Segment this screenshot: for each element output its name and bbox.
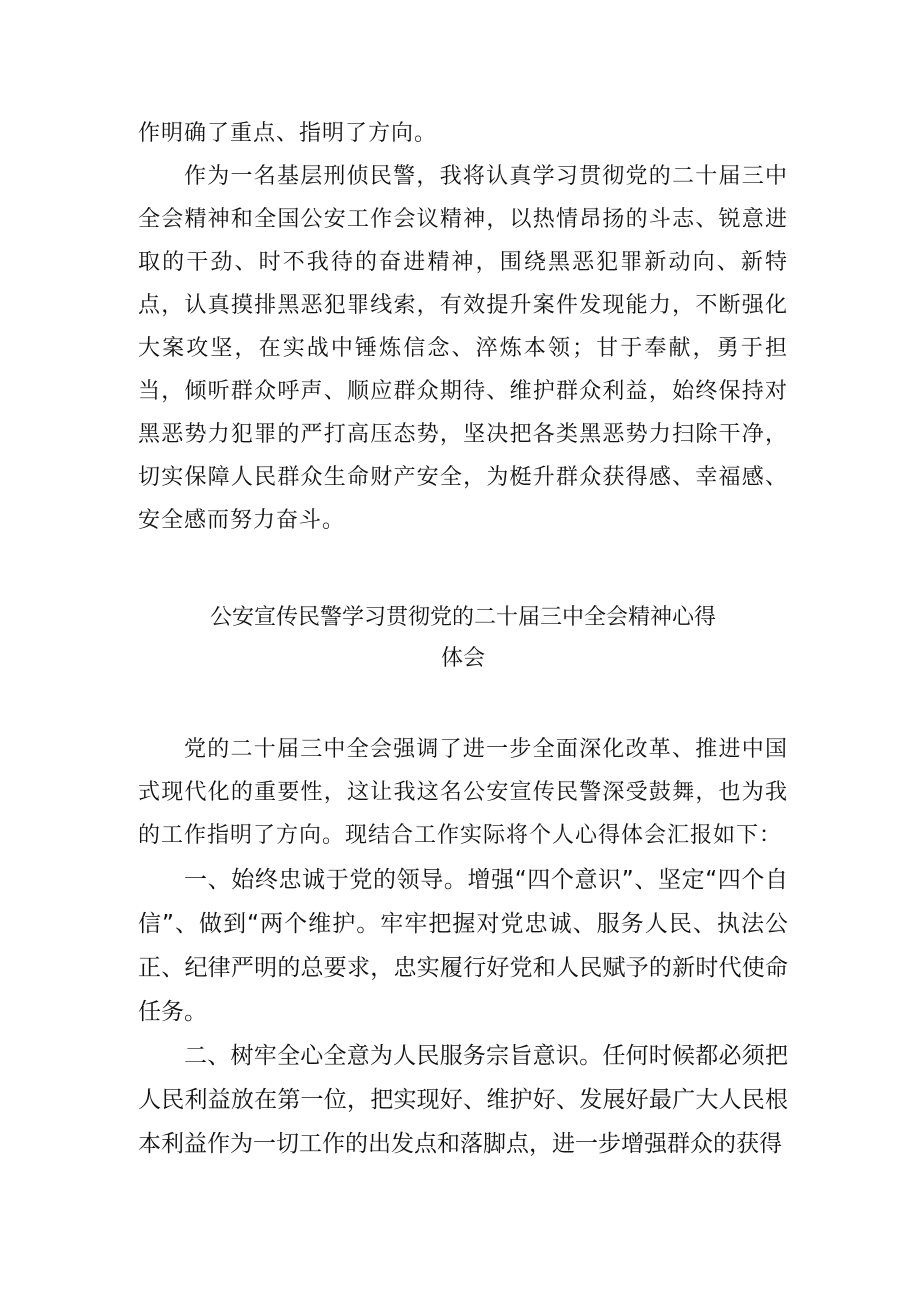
paragraph-intro: 党的二十届三中全会强调了进一步全面深化改革、推进中国式现代化的重要性，这让我这名公安宣传民警深受鼓舞，也为我的工作指明了方向。现结合工作实际将个人心得体会汇报如下： [138,737,788,848]
paragraph-continuation: 作明确了重点、指明了方向。 [138,121,438,146]
article-title-line-2: 体会 [440,646,485,671]
paragraph-commitment: 作为一名基层刑侦民警，我将认真学习贯彻党的二十届三中全会精神和全国公安工作会议精神，以热情昂扬的斗志、锐意进取的干劲、时不我待的奋进精神，围绕黑恶犯罪新动向、新特点，认真摸排黑恶犯罪线索，有效提升案件发现能力，不断强化大案攻坚，在实战中锤炼信念、淬炼本领；甘于奉献，勇于担当，倾听群众呼声、顺应群众期待、维护群众利益，始终保持对黑恶势力犯罪的严打高压态势，坚决把各类黑恶势力扫除干净，切实保障人民群众生命财产安全，为梃升群众获得感、幸福感、安全感而努力奋斗。 [138,164,788,533]
article-title-line-1: 公安宣传民警学习贯彻党的二十届三中全会精神心得 [209,605,716,630]
paragraph-point-two: 二、树牢全心全意为人民服务宗旨意识。任何时候都必须把人民利益放在第一位，把实现好、维护好、发展好最广大人民根本利益作为一切工作的出发点和落脚点，进一步增强群众的获得 [138,1043,788,1157]
article-title [138,597,788,679]
paragraph-point-one: 一、始终忠诚于党的领导。增强“四个意识”、坚定“四个自信”、做到“两个维护。牢牢把握对党忠诚、服务人民、执法公正、纪律严明的总要求，忠实履行好党和人民赋予的新时代使命任务。 [138,867,788,1025]
